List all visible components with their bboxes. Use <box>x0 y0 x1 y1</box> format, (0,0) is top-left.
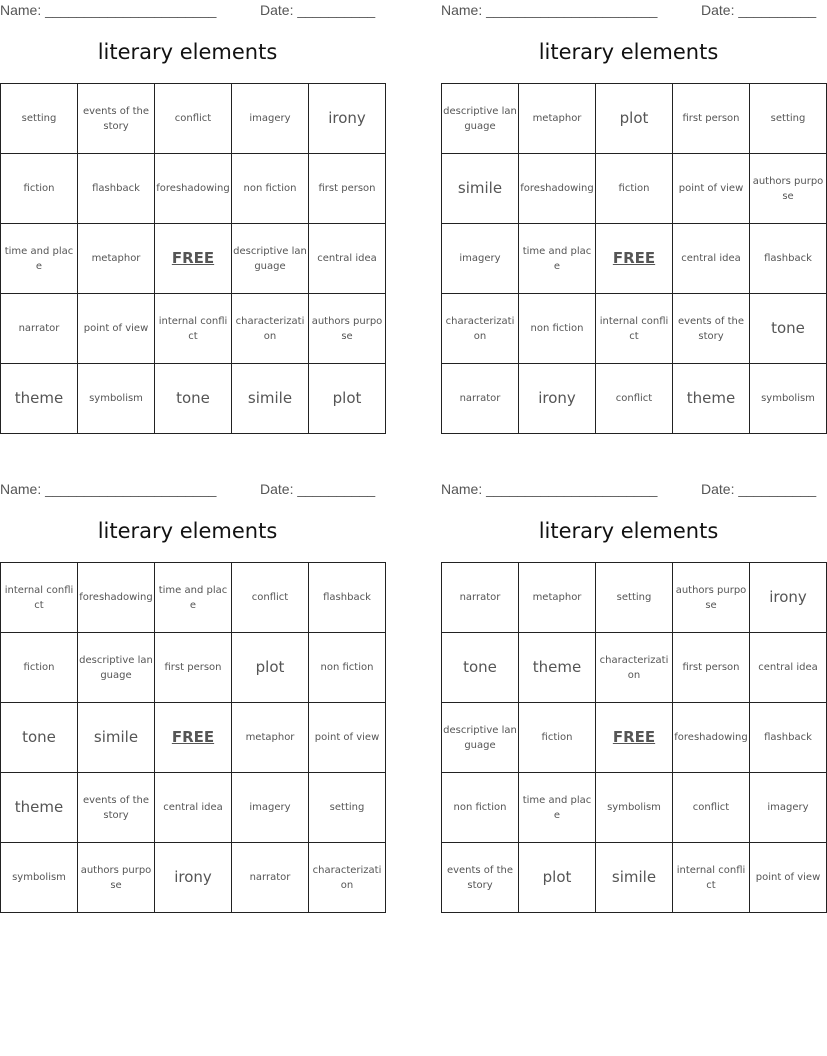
card-title: literary elements <box>538 519 719 543</box>
grid-cell: first person <box>309 154 386 224</box>
grid-cell: descriptive language <box>442 703 519 773</box>
grid-cell: fiction <box>519 703 596 773</box>
grid-cell: flashback <box>750 224 827 294</box>
grid-cell: events of the story <box>78 84 155 154</box>
free-space-cell: FREE <box>155 224 232 294</box>
grid-cell: imagery <box>232 773 309 843</box>
grid-row <box>442 84 827 154</box>
grid-cell: internal conflict <box>596 294 673 364</box>
card-title: literary elements <box>538 40 719 64</box>
card-header <box>441 479 816 499</box>
grid-cell: non fiction <box>519 294 596 364</box>
grid-cell: authors purpose <box>78 843 155 913</box>
grid-cell: symbolism <box>78 364 155 434</box>
grid-row <box>442 364 827 434</box>
grid-row <box>1 294 386 364</box>
grid-cell: characterization <box>442 294 519 364</box>
grid-cell: time and place <box>1 224 78 294</box>
free-space-cell: FREE <box>596 703 673 773</box>
grid-cell: theme <box>1 364 78 434</box>
grid-row <box>1 563 386 633</box>
card-title: literary elements <box>97 519 278 543</box>
grid-row <box>1 224 386 294</box>
bingo-grid <box>441 562 827 913</box>
grid-cell: flashback <box>78 154 155 224</box>
grid-cell: metaphor <box>232 703 309 773</box>
grid-cell: point of view <box>750 843 827 913</box>
grid-cell: events of the story <box>78 773 155 843</box>
grid-row <box>1 843 386 913</box>
grid-cell: irony <box>519 364 596 434</box>
grid-cell: time and place <box>155 563 232 633</box>
grid-cell: point of view <box>309 703 386 773</box>
grid-cell: narrator <box>442 364 519 434</box>
grid-cell: foreshadowing <box>78 563 155 633</box>
grid-cell: theme <box>1 773 78 843</box>
grid-cell: simile <box>78 703 155 773</box>
grid-row <box>1 633 386 703</box>
grid-cell: characterization <box>232 294 309 364</box>
grid-cell: events of the story <box>673 294 750 364</box>
name-field: Name: ______________________ <box>441 2 658 18</box>
grid-cell: point of view <box>673 154 750 224</box>
grid-cell: non fiction <box>442 773 519 843</box>
grid-cell: plot <box>309 364 386 434</box>
grid-row <box>442 703 827 773</box>
grid-cell: internal conflict <box>673 843 750 913</box>
grid-cell: plot <box>232 633 309 703</box>
grid-cell: time and place <box>519 224 596 294</box>
name-field: Name: ______________________ <box>0 2 217 18</box>
grid-row <box>442 154 827 224</box>
grid-cell: time and place <box>519 773 596 843</box>
date-field: Date: __________ <box>701 481 817 497</box>
grid-cell: tone <box>442 633 519 703</box>
grid-cell: descriptive language <box>232 224 309 294</box>
grid-cell: simile <box>232 364 309 434</box>
grid-cell: tone <box>750 294 827 364</box>
grid-row <box>442 563 827 633</box>
grid-cell: narrator <box>442 563 519 633</box>
grid-cell: irony <box>750 563 827 633</box>
grid-cell: fiction <box>596 154 673 224</box>
grid-cell: authors purpose <box>309 294 386 364</box>
date-field: Date: __________ <box>701 2 817 18</box>
grid-row <box>442 294 827 364</box>
grid-row <box>442 224 827 294</box>
grid-cell: descriptive language <box>442 84 519 154</box>
grid-cell: flashback <box>309 563 386 633</box>
grid-row <box>1 773 386 843</box>
date-field: Date: __________ <box>260 481 376 497</box>
grid-cell: fiction <box>1 154 78 224</box>
grid-cell: characterization <box>596 633 673 703</box>
grid-cell: irony <box>155 843 232 913</box>
grid-row <box>442 633 827 703</box>
grid-cell: metaphor <box>78 224 155 294</box>
grid-cell: imagery <box>442 224 519 294</box>
grid-cell: imagery <box>232 84 309 154</box>
grid-row <box>442 843 827 913</box>
grid-cell: conflict <box>155 84 232 154</box>
grid-row <box>442 773 827 843</box>
free-space-cell: FREE <box>596 224 673 294</box>
grid-cell: internal conflict <box>1 563 78 633</box>
grid-cell: setting <box>596 563 673 633</box>
grid-cell: events of the story <box>442 843 519 913</box>
grid-cell: foreshadowing <box>673 703 750 773</box>
grid-cell: metaphor <box>519 84 596 154</box>
grid-cell: theme <box>673 364 750 434</box>
grid-cell: setting <box>750 84 827 154</box>
grid-cell: first person <box>673 633 750 703</box>
grid-cell: imagery <box>750 773 827 843</box>
grid-cell: metaphor <box>519 563 596 633</box>
grid-row <box>1 703 386 773</box>
bingo-grid <box>0 83 386 434</box>
grid-cell: fiction <box>1 633 78 703</box>
grid-cell: tone <box>155 364 232 434</box>
grid-cell: setting <box>1 84 78 154</box>
grid-row <box>1 154 386 224</box>
grid-row <box>1 364 386 434</box>
grid-cell: symbolism <box>1 843 78 913</box>
bingo-grid <box>441 83 827 434</box>
grid-cell: symbolism <box>596 773 673 843</box>
grid-cell: first person <box>673 84 750 154</box>
grid-cell: internal conflict <box>155 294 232 364</box>
grid-cell: non fiction <box>232 154 309 224</box>
card-header <box>0 0 375 20</box>
grid-cell: irony <box>309 84 386 154</box>
card-header <box>441 0 816 20</box>
grid-cell: central idea <box>309 224 386 294</box>
grid-cell: central idea <box>673 224 750 294</box>
grid-cell: plot <box>596 84 673 154</box>
grid-cell: conflict <box>232 563 309 633</box>
grid-cell: descriptive language <box>78 633 155 703</box>
grid-cell: simile <box>596 843 673 913</box>
grid-cell: foreshadowing <box>519 154 596 224</box>
grid-cell: point of view <box>78 294 155 364</box>
grid-cell: foreshadowing <box>155 154 232 224</box>
date-field: Date: __________ <box>260 2 376 18</box>
grid-cell: first person <box>155 633 232 703</box>
grid-row <box>1 84 386 154</box>
card-header <box>0 479 375 499</box>
grid-cell: tone <box>1 703 78 773</box>
bingo-grid <box>0 562 386 913</box>
grid-cell: conflict <box>673 773 750 843</box>
grid-cell: central idea <box>750 633 827 703</box>
grid-cell: simile <box>442 154 519 224</box>
name-field: Name: ______________________ <box>0 481 217 497</box>
grid-cell: authors purpose <box>673 563 750 633</box>
grid-cell: central idea <box>155 773 232 843</box>
grid-cell: flashback <box>750 703 827 773</box>
grid-cell: plot <box>519 843 596 913</box>
name-field: Name: ______________________ <box>441 481 658 497</box>
grid-cell: narrator <box>232 843 309 913</box>
card-title: literary elements <box>97 40 278 64</box>
free-space-cell: FREE <box>155 703 232 773</box>
grid-cell: narrator <box>1 294 78 364</box>
grid-cell: symbolism <box>750 364 827 434</box>
grid-cell: authors purpose <box>750 154 827 224</box>
grid-cell: characterization <box>309 843 386 913</box>
grid-cell: theme <box>519 633 596 703</box>
grid-cell: non fiction <box>309 633 386 703</box>
grid-cell: setting <box>309 773 386 843</box>
grid-cell: conflict <box>596 364 673 434</box>
